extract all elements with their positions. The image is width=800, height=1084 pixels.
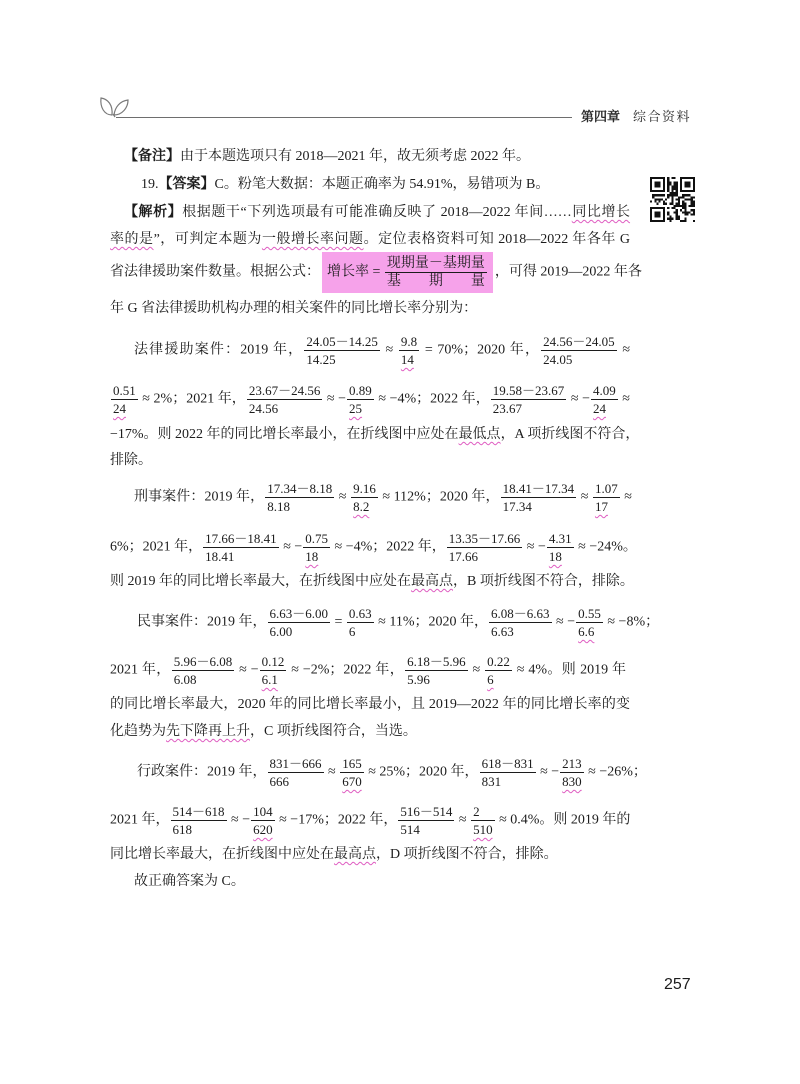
fraction-denominator: 24.56 (248, 401, 279, 416)
section-title: 综合资料 (633, 110, 692, 125)
header-rule (116, 117, 572, 118)
fraction (593, 480, 620, 515)
text-line (110, 572, 634, 592)
fraction-denominator: 14 (400, 352, 414, 367)
fraction (576, 605, 603, 640)
emphasized-text: 一般增长率问题 (261, 232, 364, 247)
text-run: ≈ −17%；2022 年， (275, 812, 398, 828)
text-line (134, 872, 654, 892)
fraction-numerator: 9.16 (353, 481, 376, 496)
fraction (304, 333, 380, 368)
text-run: = (331, 614, 346, 630)
text-run: ≈ − (279, 539, 303, 555)
fraction-denominator: 6 (487, 672, 494, 687)
text-run: 2021 年， (110, 662, 171, 678)
fraction-numerator: 24.56－24.05 (543, 334, 615, 349)
emphasized-text: 同比增长 (571, 205, 631, 220)
fraction-numerator: 6.08－6.63 (491, 606, 550, 621)
fraction-denominator: 510 (473, 822, 493, 837)
text-run: 省法律援助案件数量。根据公式： (110, 264, 320, 280)
fraction-numerator: 24.05－14.25 (306, 334, 378, 349)
formula-line (110, 382, 630, 417)
fraction (247, 382, 323, 417)
text-run: 6%；2021 年， (110, 539, 203, 555)
formula-line (134, 480, 632, 515)
text-run: −17%。则 2022 年的同比增长率最小，在折线图中应处在 (110, 427, 459, 442)
fraction-numerator: 现期量－基期量 (386, 256, 485, 271)
fraction-denominator: 17 (594, 499, 608, 514)
text-run: ≈ (618, 391, 630, 407)
fraction (489, 605, 552, 640)
fraction (172, 653, 235, 688)
text-line (110, 695, 630, 715)
fraction (560, 755, 584, 790)
fraction (471, 803, 495, 838)
fraction-denominator: 基期量 (386, 274, 485, 289)
fraction (203, 530, 279, 565)
text-run: ≈ − (227, 812, 251, 828)
fraction (399, 333, 419, 368)
section-marker: 【备注】 (124, 149, 180, 164)
fraction (303, 530, 330, 565)
text-run: ≈ 112%；2020 年， (378, 489, 500, 505)
fraction-denominator: 23.67 (492, 401, 523, 416)
fraction (251, 803, 275, 838)
emphasized-text: 最高点 (411, 574, 453, 589)
emphasized-text: 最高点 (334, 847, 376, 862)
text-run: ≈ 25%；2020 年， (364, 764, 479, 780)
text-line (110, 722, 630, 742)
fraction (265, 480, 334, 515)
text-run: 同比增长率最大，在折线图中应处在 (110, 847, 334, 862)
fraction (491, 382, 567, 417)
text-run: ≈ − (552, 614, 576, 630)
text-run: ≈ − (235, 662, 259, 678)
fraction-denominator: 618 (172, 822, 192, 837)
fraction-numerator: 0.12 (261, 654, 285, 669)
fraction-numerator: 23.67－24.56 (248, 383, 321, 398)
fraction-denominator: 620 (253, 822, 273, 837)
fraction-denominator: 18.41 (205, 549, 235, 564)
fraction (480, 755, 536, 790)
text-run: 年 G 省法律援助机构办理的相关案件的同比增长率分别为： (110, 301, 478, 316)
formula-line (110, 653, 626, 688)
fraction (485, 653, 512, 688)
fraction-numerator: 2 (471, 803, 495, 821)
text-run: 排除。 (110, 453, 152, 468)
text-run: ≈ −8%； (603, 614, 660, 630)
text-run: ≈ (468, 662, 485, 678)
text-run: ≈ − (523, 539, 546, 555)
text-run: ≈ (335, 489, 351, 505)
fraction-denominator: 6.6 (578, 624, 595, 639)
text-line (110, 299, 630, 319)
fraction-denominator: 6.63 (491, 624, 514, 639)
fraction-numerator: 5.96－6.08 (173, 654, 233, 669)
text-run: ≈ (324, 764, 340, 780)
fraction-denominator: 831 (481, 774, 502, 789)
fraction-denominator: 5.96 (407, 672, 430, 687)
fraction-numerator: 18.41－17.34 (502, 481, 575, 496)
formula-line (134, 333, 630, 368)
text-run: ，可得 2019—2022 年各 (494, 264, 642, 280)
text-run: 由于本题选项只有 2018—2021 年，故无须考虑 2022 年。 (180, 149, 530, 164)
text-run: ≈ (577, 489, 592, 505)
fraction (268, 605, 331, 640)
text-line (124, 203, 630, 223)
fraction-denominator: 24.05 (543, 352, 573, 367)
fraction-numerator: 165 (342, 756, 362, 771)
text-run: ≈ − (536, 764, 560, 780)
text-run: 2021 年， (110, 812, 170, 828)
fraction-denominator: 670 (342, 774, 362, 789)
fraction (447, 530, 523, 565)
text-run: ≈ −4%；2022 年， (374, 391, 490, 407)
text-run: 民事案件：2019 年， (137, 614, 267, 630)
fraction-denominator: 14.25 (306, 352, 336, 367)
fraction-numerator: 17.34－8.18 (267, 481, 333, 496)
fraction-numerator: 0.55 (578, 606, 601, 621)
leaf-icon (98, 94, 130, 118)
fraction (385, 255, 487, 290)
fraction-numerator: 0.51 (113, 383, 136, 398)
fraction (541, 333, 617, 368)
fraction-denominator: 18 (305, 549, 319, 564)
text-run: ≈ (620, 489, 632, 505)
text-run: ，D 项折线图不符合，排除。 (376, 847, 558, 862)
text-run: 19. (141, 177, 159, 192)
fraction-denominator: 666 (269, 774, 289, 789)
fraction (591, 382, 618, 417)
fraction-denominator: 24 (113, 401, 126, 416)
text-line (110, 425, 640, 445)
fraction-denominator: 24 (593, 401, 606, 416)
text-run: 法律援助案件：2019 年， (134, 342, 304, 358)
text-run: ≈ (380, 342, 398, 358)
text-line (110, 845, 630, 865)
text-run: = 70%；2020 年， (420, 342, 541, 358)
text-run: ≈ 4%。则 2019 年 (512, 662, 626, 678)
fraction-numerator: 0.22 (487, 654, 510, 669)
fraction-numerator: 1.07 (594, 481, 618, 496)
text-run: 的同比增长率最大，2020 年的同比增长率最小，且 2019—2022 年的同比增长率的变 (110, 697, 630, 712)
fraction-numerator: 0.89 (349, 383, 372, 398)
text-run: ≈ −4%；2022 年， (331, 539, 446, 555)
text-run: 刑事案件：2019 年， (134, 489, 265, 505)
fraction (171, 803, 227, 838)
text-run: ，A 项折线图不符合， (500, 427, 640, 442)
fraction-numerator: 9.8 (400, 334, 418, 349)
text-run: ≈ 11%；2020 年， (374, 614, 488, 630)
fraction-denominator: 17.66 (448, 549, 479, 564)
text-run: ≈ −24%。 (574, 539, 637, 555)
formula-line (137, 605, 660, 640)
fraction (347, 605, 374, 640)
formula-line (110, 530, 637, 565)
fraction-numerator: 19.58－23.67 (492, 383, 565, 398)
fraction-denominator: 8.2 (353, 499, 370, 514)
text-line (110, 230, 630, 250)
text-line (141, 175, 661, 195)
fraction-numerator: 213 (562, 756, 582, 771)
fraction-numerator: 514－618 (172, 804, 225, 819)
chapter-label: 第四章 (581, 110, 621, 125)
section-marker: 【答案】 (158, 177, 215, 192)
text-run: C。粉笔大数据：本题正确率为 54.91%，易错项为 B。 (214, 177, 550, 192)
fraction-denominator: 6.00 (269, 624, 293, 639)
text-run: 故正确答案为 C。 (134, 874, 245, 889)
text-run: 增长率 = (327, 264, 384, 280)
formula-line (137, 755, 647, 790)
fraction (547, 530, 574, 565)
fraction (501, 480, 577, 515)
text-run: 化趋势为 (110, 724, 166, 739)
text-line (124, 147, 644, 167)
fraction (111, 382, 138, 417)
fraction-numerator: 0.63 (348, 606, 372, 621)
fraction-numerator: 618－831 (481, 756, 534, 771)
fraction (351, 480, 378, 515)
text-run: ≈ − (323, 391, 347, 407)
fraction (398, 803, 454, 838)
text-run: 行政案件：2019 年， (137, 764, 267, 780)
text-run: ≈ 2%；2021 年， (138, 391, 246, 407)
fraction-denominator: 6 (348, 624, 356, 639)
text-run: 则 2019 年的同比增长率最大，在折线图中应处在 (110, 574, 411, 589)
fraction-numerator: 6.63－6.00 (269, 606, 329, 621)
fraction (268, 755, 324, 790)
fraction-numerator: 516－514 (400, 804, 453, 819)
fraction-numerator: 0.75 (305, 531, 329, 546)
formula-highlight-box (322, 252, 493, 293)
emphasized-text: 率的是 (110, 232, 154, 247)
fraction-numerator: 104 (253, 804, 273, 819)
fraction (260, 653, 287, 688)
fraction-denominator: 18 (548, 549, 562, 564)
fraction-denominator: 25 (349, 401, 363, 416)
text-run: ，C 项折线图符合，当选。 (250, 724, 417, 739)
fraction-denominator: 830 (562, 774, 582, 789)
text-run: 根据题干“下列选项最有可能准确反映了 2018—2022 年间…… (182, 205, 572, 220)
text-run: 。定位表格资料可知 2018—2022 年各年 G (363, 232, 630, 247)
text-run: ≈ −2%；2022 年， (287, 662, 405, 678)
formula-line (110, 803, 631, 838)
fraction-numerator: 17.66－18.41 (205, 531, 277, 546)
fraction-denominator: 17.34 (502, 499, 532, 514)
text-run: ≈ (455, 812, 471, 828)
fraction-numerator: 13.35－17.66 (448, 531, 521, 546)
text-run: ≈ 0.4%。则 2019 年的 (495, 812, 631, 828)
fraction (347, 382, 374, 417)
text-line (110, 451, 630, 471)
text-run: ，B 项折线图不符合，排除。 (453, 574, 634, 589)
formula-line (110, 252, 642, 293)
section-marker: 【解析】 (124, 205, 183, 220)
fraction-numerator: 4.31 (548, 531, 572, 546)
text-run: ≈ (617, 342, 631, 358)
emphasized-text: 先下降再上升 (166, 724, 250, 739)
fraction-numerator: 6.18－5.96 (407, 654, 466, 669)
fraction-numerator: 4.09 (593, 383, 616, 398)
text-run: ”，可判定本题为 (153, 232, 262, 247)
fraction-denominator: 6.1 (261, 672, 278, 687)
fraction (405, 653, 468, 688)
text-run: ≈ − (567, 391, 590, 407)
fraction-denominator: 8.18 (267, 499, 290, 514)
fraction-denominator: 514 (400, 822, 420, 837)
page-number: 257 (664, 976, 691, 993)
text-run: ≈ −26%； (584, 764, 647, 780)
fraction-numerator: 831－666 (269, 756, 322, 771)
fraction (340, 755, 364, 790)
emphasized-text: 最低点 (458, 427, 501, 442)
fraction-denominator: 6.08 (173, 672, 197, 687)
